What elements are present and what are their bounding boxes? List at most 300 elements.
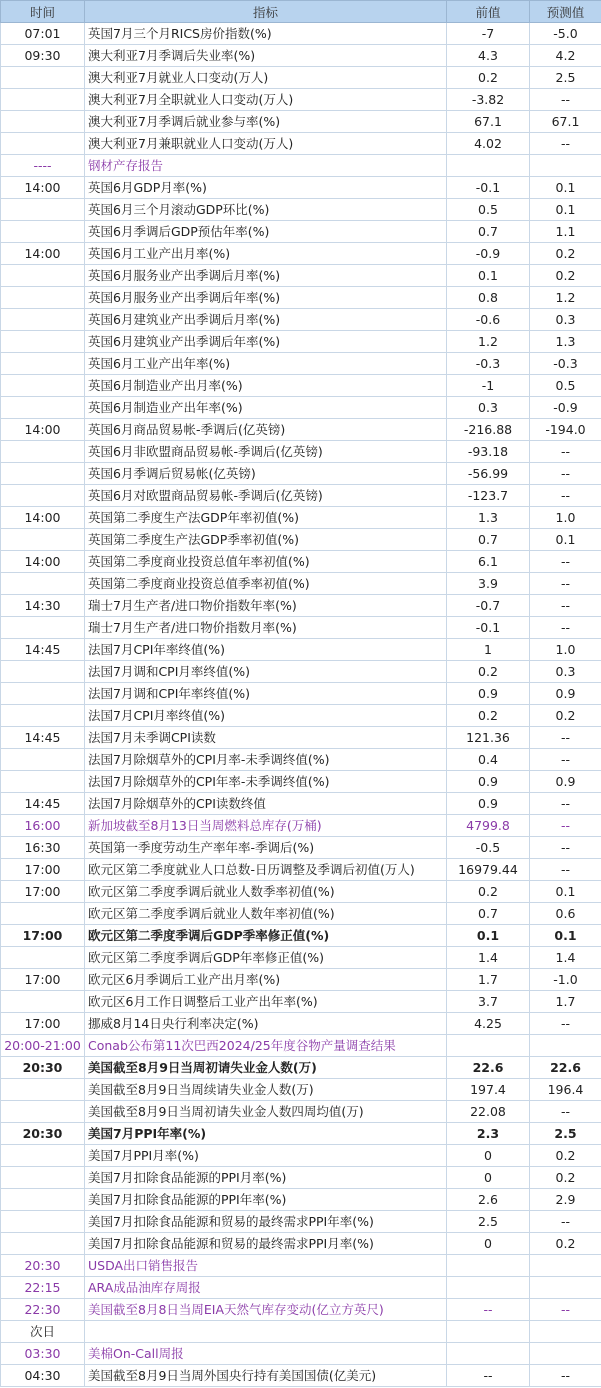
cell-forecast: 0.5 — [530, 375, 601, 397]
cell-forecast: -- — [530, 727, 601, 749]
cell-time: 17:00 — [1, 969, 85, 991]
cell-indicator: 美国截至8月8日当周EIA天然气库存变动(亿立方英尺) — [85, 1299, 447, 1321]
cell-previous: 4.3 — [447, 45, 530, 67]
cell-indicator: 美国7月PPI月率(%) — [85, 1145, 447, 1167]
cell-indicator: 英国第二季度商业投资总值季率初值(%) — [85, 573, 447, 595]
cell-indicator: 英国7月三个月RICS房价指数(%) — [85, 23, 447, 45]
table-row — [1, 595, 601, 617]
cell-previous — [447, 1255, 530, 1277]
cell-indicator: 钢材产存报告 — [85, 155, 447, 177]
cell-indicator: 瑞士7月生产者/进口物价指数月率(%) — [85, 617, 447, 639]
cell-time — [1, 1079, 85, 1101]
cell-previous: 0.2 — [447, 705, 530, 727]
cell-indicator: 英国6月季调后GDP预估年率(%) — [85, 221, 447, 243]
cell-indicator: 英国6月对欧盟商品贸易帐-季调后(亿英镑) — [85, 485, 447, 507]
cell-time: 14:00 — [1, 419, 85, 441]
cell-forecast: -- — [530, 815, 601, 837]
table-row — [1, 639, 601, 661]
cell-time: 14:45 — [1, 727, 85, 749]
cell-forecast: -- — [530, 749, 601, 771]
cell-time — [1, 397, 85, 419]
cell-forecast — [530, 1277, 601, 1299]
cell-forecast: 0.1 — [530, 199, 601, 221]
table-row — [1, 375, 601, 397]
table-row — [1, 243, 601, 265]
cell-time — [1, 287, 85, 309]
table-row — [1, 1057, 601, 1079]
table-row — [1, 1101, 601, 1123]
table-row — [1, 221, 601, 243]
table-row — [1, 661, 601, 683]
cell-forecast: -0.3 — [530, 353, 601, 375]
cell-previous: 1 — [447, 639, 530, 661]
cell-time — [1, 111, 85, 133]
cell-forecast: 2.5 — [530, 1123, 601, 1145]
header-time: 时间 — [1, 1, 85, 23]
cell-previous: 16979.44 — [447, 859, 530, 881]
cell-forecast: 1.0 — [530, 639, 601, 661]
table-row — [1, 309, 601, 331]
cell-time: 14:00 — [1, 243, 85, 265]
cell-time: 20:30 — [1, 1057, 85, 1079]
table-row — [1, 177, 601, 199]
cell-indicator: 美国7月PPI年率(%) — [85, 1123, 447, 1145]
cell-indicator: USDA出口销售报告 — [85, 1255, 447, 1277]
cell-time: 22:30 — [1, 1299, 85, 1321]
cell-indicator: 英国6月制造业产出月率(%) — [85, 375, 447, 397]
cell-time: 17:00 — [1, 881, 85, 903]
cell-indicator: 英国6月三个月滚动GDP环比(%) — [85, 199, 447, 221]
cell-indicator: 法国7月除烟草外的CPI月率-未季调终值(%) — [85, 749, 447, 771]
table-header-row — [1, 1, 601, 23]
cell-time — [1, 331, 85, 353]
cell-previous — [447, 155, 530, 177]
table-row — [1, 991, 601, 1013]
cell-time — [1, 705, 85, 727]
cell-previous: 0.7 — [447, 529, 530, 551]
cell-time — [1, 683, 85, 705]
cell-indicator: 欧元区第二季度季调后GDP年率修正值(%) — [85, 947, 447, 969]
table-row — [1, 199, 601, 221]
cell-forecast: -- — [530, 89, 601, 111]
cell-previous: 0.4 — [447, 749, 530, 771]
cell-indicator: 美国截至8月9日当周初请失业金人数四周均值(万) — [85, 1101, 447, 1123]
cell-forecast: -- — [530, 1365, 601, 1387]
cell-indicator: 英国6月工业产出月率(%) — [85, 243, 447, 265]
cell-time: 17:00 — [1, 1013, 85, 1035]
cell-time — [1, 1145, 85, 1167]
cell-forecast: 0.9 — [530, 683, 601, 705]
cell-previous: 0.5 — [447, 199, 530, 221]
table-row — [1, 1255, 601, 1277]
cell-time — [1, 1189, 85, 1211]
cell-indicator: 欧元区第二季度季调后GDP季率修正值(%) — [85, 925, 447, 947]
cell-time — [1, 947, 85, 969]
table-row — [1, 617, 601, 639]
cell-previous: -- — [447, 1365, 530, 1387]
cell-forecast: -- — [530, 1299, 601, 1321]
cell-previous: 0.7 — [447, 221, 530, 243]
cell-forecast: 0.1 — [530, 881, 601, 903]
cell-forecast: -- — [530, 573, 601, 595]
cell-forecast: -- — [530, 1101, 601, 1123]
cell-time — [1, 1211, 85, 1233]
cell-time — [1, 573, 85, 595]
cell-previous: 4.25 — [447, 1013, 530, 1035]
cell-time: 14:00 — [1, 507, 85, 529]
cell-previous: 3.7 — [447, 991, 530, 1013]
cell-forecast: 0.6 — [530, 903, 601, 925]
cell-forecast: -- — [530, 463, 601, 485]
cell-time — [1, 89, 85, 111]
cell-indicator: 英国6月建筑业产出季调后月率(%) — [85, 309, 447, 331]
cell-indicator: Conab公布第11次巴西2024/25年度谷物产量调查结果 — [85, 1035, 447, 1057]
table-row — [1, 397, 601, 419]
cell-indicator: 澳大利亚7月季调后就业参与率(%) — [85, 111, 447, 133]
cell-forecast: 0.2 — [530, 705, 601, 727]
table-row — [1, 1013, 601, 1035]
cell-previous: 67.1 — [447, 111, 530, 133]
cell-previous: -0.9 — [447, 243, 530, 265]
table-row — [1, 1299, 601, 1321]
cell-indicator: 欧元区第二季度就业人口总数-日历调整及季调后初值(万人) — [85, 859, 447, 881]
cell-indicator: 法国7月调和CPI年率终值(%) — [85, 683, 447, 705]
header-forecast: 预测值 — [530, 1, 601, 23]
table-row — [1, 903, 601, 925]
cell-time — [1, 903, 85, 925]
cell-previous: 121.36 — [447, 727, 530, 749]
cell-indicator: 英国6月制造业产出年率(%) — [85, 397, 447, 419]
table-row — [1, 419, 601, 441]
table-row — [1, 441, 601, 463]
cell-previous: -123.7 — [447, 485, 530, 507]
cell-previous: 0.9 — [447, 683, 530, 705]
table-row — [1, 111, 601, 133]
cell-indicator: 法国7月除烟草外的CPI读数终值 — [85, 793, 447, 815]
cell-previous: -56.99 — [447, 463, 530, 485]
table-row — [1, 353, 601, 375]
cell-time: 03:30 — [1, 1343, 85, 1365]
cell-forecast: -194.0 — [530, 419, 601, 441]
table-row — [1, 1211, 601, 1233]
cell-indicator: 英国6月建筑业产出季调后年率(%) — [85, 331, 447, 353]
table-row — [1, 155, 601, 177]
table-row — [1, 881, 601, 903]
cell-forecast: 0.1 — [530, 925, 601, 947]
table-row — [1, 45, 601, 67]
cell-previous: 0.3 — [447, 397, 530, 419]
cell-time — [1, 749, 85, 771]
cell-indicator: 美棉On-Call周报 — [85, 1343, 447, 1365]
cell-indicator: ARA成品油库存周报 — [85, 1277, 447, 1299]
cell-forecast: 0.2 — [530, 265, 601, 287]
cell-time — [1, 529, 85, 551]
cell-previous: 0.2 — [447, 881, 530, 903]
cell-indicator: 澳大利亚7月全职就业人口变动(万人) — [85, 89, 447, 111]
cell-indicator: 英国第二季度生产法GDP季率初值(%) — [85, 529, 447, 551]
cell-indicator: 英国6月季调后贸易帐(亿英镑) — [85, 463, 447, 485]
cell-forecast: 1.1 — [530, 221, 601, 243]
table-row — [1, 859, 601, 881]
table-row — [1, 551, 601, 573]
cell-forecast: -- — [530, 595, 601, 617]
cell-forecast: 0.2 — [530, 1145, 601, 1167]
cell-previous: 6.1 — [447, 551, 530, 573]
table-row — [1, 1079, 601, 1101]
table-row — [1, 969, 601, 991]
cell-previous: 2.5 — [447, 1211, 530, 1233]
cell-previous: 0 — [447, 1145, 530, 1167]
table-row — [1, 1035, 601, 1057]
cell-indicator: 美国7月扣除食品能源的PPI月率(%) — [85, 1167, 447, 1189]
table-row — [1, 133, 601, 155]
cell-forecast: 0.2 — [530, 243, 601, 265]
table-row — [1, 683, 601, 705]
table-row — [1, 23, 601, 45]
cell-indicator: 美国7月扣除食品能源和贸易的最终需求PPI年率(%) — [85, 1211, 447, 1233]
cell-time — [1, 221, 85, 243]
cell-time: 20:30 — [1, 1255, 85, 1277]
cell-time — [1, 375, 85, 397]
table-row — [1, 815, 601, 837]
cell-indicator: 瑞士7月生产者/进口物价指数年率(%) — [85, 595, 447, 617]
cell-forecast: 0.3 — [530, 309, 601, 331]
cell-indicator: 法国7月调和CPI月率终值(%) — [85, 661, 447, 683]
cell-forecast: 196.4 — [530, 1079, 601, 1101]
cell-indicator: 挪威8月14日央行利率决定(%) — [85, 1013, 447, 1035]
cell-forecast: 2.9 — [530, 1189, 601, 1211]
cell-forecast: 67.1 — [530, 111, 601, 133]
cell-time — [1, 661, 85, 683]
cell-previous: -0.5 — [447, 837, 530, 859]
cell-previous: -0.7 — [447, 595, 530, 617]
cell-previous: 1.4 — [447, 947, 530, 969]
cell-forecast: -0.9 — [530, 397, 601, 419]
cell-time — [1, 463, 85, 485]
cell-forecast — [530, 1255, 601, 1277]
cell-previous: -0.1 — [447, 617, 530, 639]
table-row — [1, 793, 601, 815]
cell-forecast: 22.6 — [530, 1057, 601, 1079]
cell-time: 22:15 — [1, 1277, 85, 1299]
table-row — [1, 837, 601, 859]
cell-previous: 197.4 — [447, 1079, 530, 1101]
cell-indicator: 英国6月商品贸易帐-季调后(亿英镑) — [85, 419, 447, 441]
cell-forecast: 0.3 — [530, 661, 601, 683]
cell-previous: 1.3 — [447, 507, 530, 529]
cell-forecast: 1.2 — [530, 287, 601, 309]
cell-time: 14:00 — [1, 177, 85, 199]
cell-forecast: -- — [530, 485, 601, 507]
cell-time: 14:45 — [1, 793, 85, 815]
cell-forecast: 1.3 — [530, 331, 601, 353]
table-row — [1, 1145, 601, 1167]
table-row — [1, 925, 601, 947]
cell-forecast: -- — [530, 551, 601, 573]
cell-forecast: 0.2 — [530, 1167, 601, 1189]
cell-previous: 0 — [447, 1167, 530, 1189]
cell-forecast: -- — [530, 859, 601, 881]
table-row — [1, 1365, 601, 1387]
cell-previous: -93.18 — [447, 441, 530, 463]
cell-indicator: 欧元区第二季度季调后就业人数年率初值(%) — [85, 903, 447, 925]
cell-forecast: 2.5 — [530, 67, 601, 89]
table-row — [1, 529, 601, 551]
cell-indicator: 英国6月服务业产出季调后月率(%) — [85, 265, 447, 287]
cell-forecast: 1.0 — [530, 507, 601, 529]
cell-time: 14:00 — [1, 551, 85, 573]
cell-previous: 4.02 — [447, 133, 530, 155]
header-indicator: 指标 — [85, 1, 447, 23]
cell-time — [1, 1167, 85, 1189]
cell-time: 14:45 — [1, 639, 85, 661]
cell-time — [1, 353, 85, 375]
cell-previous: 0.1 — [447, 925, 530, 947]
cell-indicator: 欧元区第二季度季调后就业人数季率初值(%) — [85, 881, 447, 903]
cell-indicator: 美国截至8月9日当周续请失业金人数(万) — [85, 1079, 447, 1101]
cell-forecast — [530, 1035, 601, 1057]
cell-indicator: 法国7月CPI月率终值(%) — [85, 705, 447, 727]
cell-previous: 22.08 — [447, 1101, 530, 1123]
cell-indicator: 英国第二季度商业投资总值年率初值(%) — [85, 551, 447, 573]
cell-time: 17:00 — [1, 859, 85, 881]
cell-indicator: 英国6月服务业产出季调后年率(%) — [85, 287, 447, 309]
cell-indicator — [85, 1321, 447, 1343]
cell-forecast: 0.1 — [530, 177, 601, 199]
cell-previous: 0.8 — [447, 287, 530, 309]
table-row — [1, 265, 601, 287]
cell-forecast — [530, 155, 601, 177]
cell-previous — [447, 1277, 530, 1299]
cell-time — [1, 991, 85, 1013]
cell-time — [1, 309, 85, 331]
cell-time: 17:00 — [1, 925, 85, 947]
cell-time: ---- — [1, 155, 85, 177]
table-body — [1, 23, 601, 1387]
cell-indicator: 澳大利亚7月兼职就业人口变动(万人) — [85, 133, 447, 155]
cell-time: 次日 — [1, 1321, 85, 1343]
cell-forecast: -- — [530, 1211, 601, 1233]
cell-time — [1, 1101, 85, 1123]
table-row — [1, 67, 601, 89]
cell-previous: -216.88 — [447, 419, 530, 441]
cell-indicator: 欧元区6月工作日调整后工业产出年率(%) — [85, 991, 447, 1013]
cell-time: 20:00-21:00 — [1, 1035, 85, 1057]
table-row — [1, 287, 601, 309]
cell-forecast: -5.0 — [530, 23, 601, 45]
cell-forecast — [530, 1321, 601, 1343]
cell-forecast: 0.1 — [530, 529, 601, 551]
table-row — [1, 727, 601, 749]
cell-indicator: 美国截至8月9日当周初请失业金人数(万) — [85, 1057, 447, 1079]
cell-previous — [447, 1035, 530, 1057]
cell-time: 07:01 — [1, 23, 85, 45]
cell-previous: 2.6 — [447, 1189, 530, 1211]
cell-time: 16:00 — [1, 815, 85, 837]
cell-forecast: -- — [530, 837, 601, 859]
cell-indicator: 法国7月CPI年率终值(%) — [85, 639, 447, 661]
cell-previous: 3.9 — [447, 573, 530, 595]
cell-previous: -7 — [447, 23, 530, 45]
cell-previous: 22.6 — [447, 1057, 530, 1079]
table-row — [1, 749, 601, 771]
cell-time: 04:30 — [1, 1365, 85, 1387]
cell-time — [1, 485, 85, 507]
cell-previous: 1.7 — [447, 969, 530, 991]
table-row — [1, 507, 601, 529]
cell-forecast: -- — [530, 133, 601, 155]
table-row — [1, 463, 601, 485]
table-row — [1, 1277, 601, 1299]
cell-previous: -1 — [447, 375, 530, 397]
cell-previous: 0.9 — [447, 771, 530, 793]
cell-previous: -0.6 — [447, 309, 530, 331]
table-row — [1, 331, 601, 353]
table-row — [1, 1233, 601, 1255]
cell-forecast: -- — [530, 617, 601, 639]
cell-indicator: 法国7月未季调CPI读数 — [85, 727, 447, 749]
cell-time: 20:30 — [1, 1123, 85, 1145]
cell-indicator: 新加坡截至8月13日当周燃料总库存(万桶) — [85, 815, 447, 837]
cell-time — [1, 1233, 85, 1255]
cell-indicator: 美国截至8月9日当周外国央行持有美国国债(亿美元) — [85, 1365, 447, 1387]
cell-indicator: 澳大利亚7月就业人口变动(万人) — [85, 67, 447, 89]
cell-forecast: 0.2 — [530, 1233, 601, 1255]
table-row — [1, 771, 601, 793]
cell-indicator: 美国7月扣除食品能源和贸易的最终需求PPI月率(%) — [85, 1233, 447, 1255]
cell-forecast: -- — [530, 441, 601, 463]
cell-indicator: 美国7月扣除食品能源的PPI年率(%) — [85, 1189, 447, 1211]
cell-previous: -0.1 — [447, 177, 530, 199]
cell-forecast — [530, 1343, 601, 1365]
cell-time — [1, 67, 85, 89]
table-row — [1, 1189, 601, 1211]
cell-previous — [447, 1321, 530, 1343]
table-row — [1, 1321, 601, 1343]
cell-forecast: 4.2 — [530, 45, 601, 67]
table-row — [1, 705, 601, 727]
cell-time: 14:30 — [1, 595, 85, 617]
cell-indicator: 澳大利亚7月季调后失业率(%) — [85, 45, 447, 67]
table-row — [1, 947, 601, 969]
cell-time — [1, 617, 85, 639]
cell-time — [1, 133, 85, 155]
cell-forecast: -- — [530, 793, 601, 815]
cell-indicator: 欧元区6月季调后工业产出月率(%) — [85, 969, 447, 991]
table-row — [1, 89, 601, 111]
cell-previous: 2.3 — [447, 1123, 530, 1145]
header-previous: 前值 — [447, 1, 530, 23]
cell-previous: -- — [447, 1299, 530, 1321]
cell-previous: 0.1 — [447, 265, 530, 287]
cell-previous: -0.3 — [447, 353, 530, 375]
cell-indicator: 英国6月工业产出年率(%) — [85, 353, 447, 375]
cell-forecast: -- — [530, 1013, 601, 1035]
cell-forecast: 1.7 — [530, 991, 601, 1013]
cell-time: 09:30 — [1, 45, 85, 67]
cell-forecast: -1.0 — [530, 969, 601, 991]
cell-previous: 0.2 — [447, 661, 530, 683]
cell-time — [1, 771, 85, 793]
cell-time: 16:30 — [1, 837, 85, 859]
table-row — [1, 1123, 601, 1145]
table-row — [1, 1167, 601, 1189]
cell-time — [1, 199, 85, 221]
cell-time — [1, 265, 85, 287]
cell-indicator: 英国第二季度生产法GDP年率初值(%) — [85, 507, 447, 529]
cell-indicator: 法国7月除烟草外的CPI年率-未季调终值(%) — [85, 771, 447, 793]
cell-previous — [447, 1343, 530, 1365]
